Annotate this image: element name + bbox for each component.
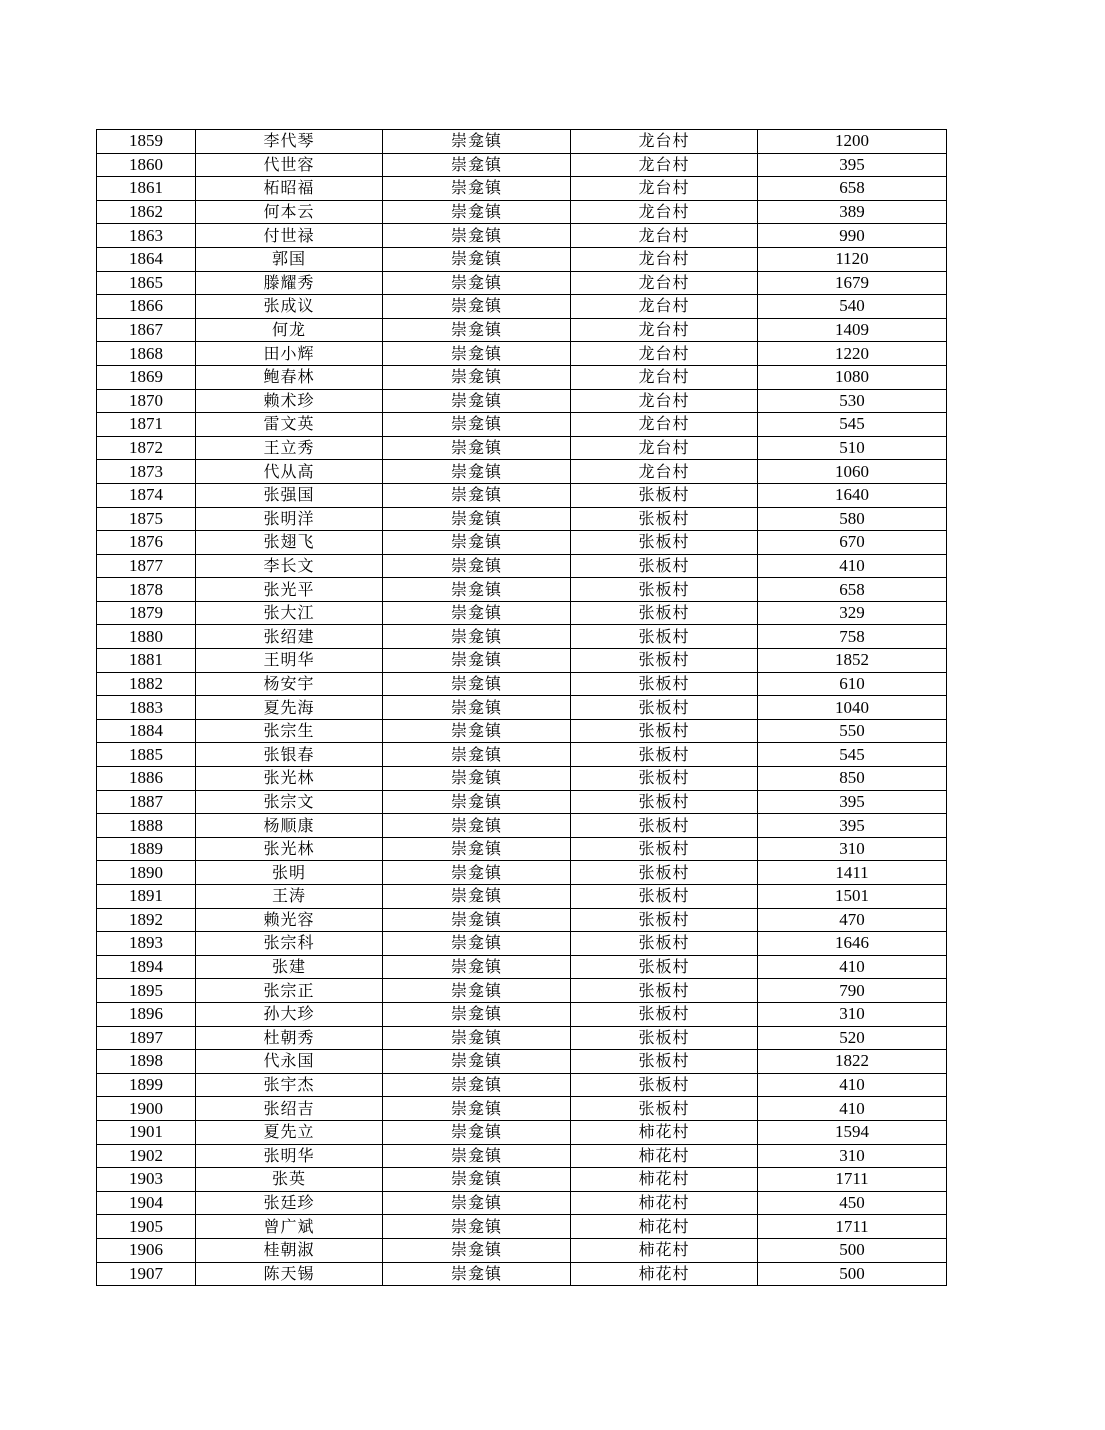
amount-cell: 1679: [758, 271, 947, 295]
town-cell: 崇龛镇: [383, 436, 571, 460]
village-cell: 张板村: [571, 1026, 758, 1050]
village-cell: 龙台村: [571, 389, 758, 413]
village-cell: 张板村: [571, 531, 758, 555]
village-cell: 柿花村: [571, 1191, 758, 1215]
name-cell: 郭国: [196, 247, 383, 271]
row-number-cell: 1878: [97, 578, 196, 602]
town-cell: 崇龛镇: [383, 554, 571, 578]
town-cell: 崇龛镇: [383, 1191, 571, 1215]
table-row: [97, 177, 947, 201]
amount-cell: 1711: [758, 1168, 947, 1192]
name-cell: 鲍春林: [196, 365, 383, 389]
town-cell: 崇龛镇: [383, 200, 571, 224]
village-cell: 张板村: [571, 1097, 758, 1121]
table-row: [97, 1262, 947, 1286]
name-cell: 夏先立: [196, 1120, 383, 1144]
table-row: [97, 955, 947, 979]
table-row: [97, 1168, 947, 1192]
village-cell: 龙台村: [571, 200, 758, 224]
amount-cell: 758: [758, 625, 947, 649]
village-cell: 张板村: [571, 554, 758, 578]
row-number-cell: 1900: [97, 1097, 196, 1121]
amount-cell: 1200: [758, 130, 947, 154]
table-row: [97, 743, 947, 767]
amount-cell: 410: [758, 955, 947, 979]
village-cell: 张板村: [571, 955, 758, 979]
town-cell: 崇龛镇: [383, 271, 571, 295]
row-number-cell: 1873: [97, 460, 196, 484]
amount-cell: 1640: [758, 483, 947, 507]
village-cell: 张板村: [571, 578, 758, 602]
village-cell: 龙台村: [571, 177, 758, 201]
row-number-cell: 1903: [97, 1168, 196, 1192]
table-row: [97, 1144, 947, 1168]
row-number-cell: 1884: [97, 719, 196, 743]
village-cell: 张板村: [571, 908, 758, 932]
table-row: [97, 837, 947, 861]
town-cell: 崇龛镇: [383, 719, 571, 743]
village-cell: 张板村: [571, 507, 758, 531]
table-row: [97, 1073, 947, 1097]
table-row: [97, 932, 947, 956]
amount-cell: 310: [758, 837, 947, 861]
records-table-body: [97, 130, 947, 1286]
row-number-cell: 1896: [97, 1002, 196, 1026]
table-row: [97, 342, 947, 366]
village-cell: 柿花村: [571, 1120, 758, 1144]
name-cell: 雷文英: [196, 413, 383, 437]
town-cell: 崇龛镇: [383, 413, 571, 437]
village-cell: 张板村: [571, 1073, 758, 1097]
row-number-cell: 1894: [97, 955, 196, 979]
table-row: [97, 389, 947, 413]
row-number-cell: 1860: [97, 153, 196, 177]
row-number-cell: 1879: [97, 601, 196, 625]
name-cell: 曾广斌: [196, 1215, 383, 1239]
table-row: [97, 696, 947, 720]
table-row: [97, 507, 947, 531]
name-cell: 田小辉: [196, 342, 383, 366]
name-cell: 张强国: [196, 483, 383, 507]
table-row: [97, 460, 947, 484]
name-cell: 赖术珍: [196, 389, 383, 413]
town-cell: 崇龛镇: [383, 955, 571, 979]
village-cell: 柿花村: [571, 1215, 758, 1239]
village-cell: 龙台村: [571, 224, 758, 248]
town-cell: 崇龛镇: [383, 342, 571, 366]
village-cell: 张板村: [571, 696, 758, 720]
name-cell: 王明华: [196, 649, 383, 673]
name-cell: 张大江: [196, 601, 383, 625]
amount-cell: 850: [758, 767, 947, 791]
name-cell: 李代琴: [196, 130, 383, 154]
amount-cell: 395: [758, 814, 947, 838]
amount-cell: 1646: [758, 932, 947, 956]
name-cell: 张宇杰: [196, 1073, 383, 1097]
town-cell: 崇龛镇: [383, 1097, 571, 1121]
table-row: [97, 1097, 947, 1121]
amount-cell: 658: [758, 578, 947, 602]
amount-cell: 470: [758, 908, 947, 932]
row-number-cell: 1869: [97, 365, 196, 389]
name-cell: 桂朝淑: [196, 1238, 383, 1262]
village-cell: 龙台村: [571, 247, 758, 271]
name-cell: 张建: [196, 955, 383, 979]
row-number-cell: 1905: [97, 1215, 196, 1239]
name-cell: 陈天锡: [196, 1262, 383, 1286]
row-number-cell: 1864: [97, 247, 196, 271]
name-cell: 代永国: [196, 1050, 383, 1074]
row-number-cell: 1889: [97, 837, 196, 861]
town-cell: 崇龛镇: [383, 1120, 571, 1144]
amount-cell: 1822: [758, 1050, 947, 1074]
amount-cell: 1594: [758, 1120, 947, 1144]
amount-cell: 395: [758, 790, 947, 814]
name-cell: 柘昭福: [196, 177, 383, 201]
village-cell: 张板村: [571, 601, 758, 625]
name-cell: 张宗科: [196, 932, 383, 956]
town-cell: 崇龛镇: [383, 885, 571, 909]
row-number-cell: 1885: [97, 743, 196, 767]
name-cell: 张银春: [196, 743, 383, 767]
table-row: [97, 153, 947, 177]
village-cell: 张板村: [571, 1050, 758, 1074]
village-cell: 龙台村: [571, 271, 758, 295]
row-number-cell: 1907: [97, 1262, 196, 1286]
row-number-cell: 1899: [97, 1073, 196, 1097]
town-cell: 崇龛镇: [383, 743, 571, 767]
name-cell: 李长文: [196, 554, 383, 578]
village-cell: 龙台村: [571, 460, 758, 484]
town-cell: 崇龛镇: [383, 1262, 571, 1286]
village-cell: 张板村: [571, 743, 758, 767]
town-cell: 崇龛镇: [383, 153, 571, 177]
amount-cell: 550: [758, 719, 947, 743]
amount-cell: 540: [758, 295, 947, 319]
row-number-cell: 1901: [97, 1120, 196, 1144]
town-cell: 崇龛镇: [383, 908, 571, 932]
town-cell: 崇龛镇: [383, 790, 571, 814]
table-row: [97, 1026, 947, 1050]
name-cell: 付世禄: [196, 224, 383, 248]
amount-cell: 1120: [758, 247, 947, 271]
amount-cell: 1040: [758, 696, 947, 720]
amount-cell: 670: [758, 531, 947, 555]
name-cell: 王涛: [196, 885, 383, 909]
village-cell: 张板村: [571, 483, 758, 507]
table-row: [97, 130, 947, 154]
town-cell: 崇龛镇: [383, 578, 571, 602]
village-cell: 龙台村: [571, 413, 758, 437]
table-row: [97, 1050, 947, 1074]
row-number-cell: 1867: [97, 318, 196, 342]
town-cell: 崇龛镇: [383, 1215, 571, 1239]
village-cell: 龙台村: [571, 318, 758, 342]
table-row: [97, 1002, 947, 1026]
table-row: [97, 200, 947, 224]
table-row: [97, 767, 947, 791]
town-cell: 崇龛镇: [383, 130, 571, 154]
table-row: [97, 1191, 947, 1215]
village-cell: 柿花村: [571, 1238, 758, 1262]
table-row: [97, 979, 947, 1003]
village-cell: 张板村: [571, 1002, 758, 1026]
row-number-cell: 1890: [97, 861, 196, 885]
village-cell: 柿花村: [571, 1144, 758, 1168]
table-row: [97, 531, 947, 555]
table-row: [97, 908, 947, 932]
name-cell: 王立秀: [196, 436, 383, 460]
row-number-cell: 1898: [97, 1050, 196, 1074]
amount-cell: 310: [758, 1144, 947, 1168]
amount-cell: 610: [758, 672, 947, 696]
row-number-cell: 1891: [97, 885, 196, 909]
name-cell: 杨安宇: [196, 672, 383, 696]
table-row: [97, 1120, 947, 1144]
village-cell: 张板村: [571, 979, 758, 1003]
row-number-cell: 1861: [97, 177, 196, 201]
village-cell: 张板村: [571, 861, 758, 885]
name-cell: 张成议: [196, 295, 383, 319]
amount-cell: 389: [758, 200, 947, 224]
name-cell: 夏先海: [196, 696, 383, 720]
village-cell: 柿花村: [571, 1168, 758, 1192]
town-cell: 崇龛镇: [383, 1073, 571, 1097]
amount-cell: 520: [758, 1026, 947, 1050]
table-row: [97, 861, 947, 885]
row-number-cell: 1876: [97, 531, 196, 555]
town-cell: 崇龛镇: [383, 365, 571, 389]
town-cell: 崇龛镇: [383, 177, 571, 201]
village-cell: 龙台村: [571, 130, 758, 154]
name-cell: 张绍吉: [196, 1097, 383, 1121]
town-cell: 崇龛镇: [383, 247, 571, 271]
amount-cell: 1080: [758, 365, 947, 389]
table-row: [97, 578, 947, 602]
table-row: [97, 224, 947, 248]
village-cell: 张板村: [571, 814, 758, 838]
town-cell: 崇龛镇: [383, 625, 571, 649]
village-cell: 龙台村: [571, 365, 758, 389]
table-row: [97, 554, 947, 578]
name-cell: 杜朝秀: [196, 1026, 383, 1050]
amount-cell: 395: [758, 153, 947, 177]
name-cell: 张绍建: [196, 625, 383, 649]
amount-cell: 580: [758, 507, 947, 531]
row-number-cell: 1868: [97, 342, 196, 366]
village-cell: 张板村: [571, 767, 758, 791]
row-number-cell: 1883: [97, 696, 196, 720]
table-row: [97, 601, 947, 625]
village-cell: 柿花村: [571, 1262, 758, 1286]
town-cell: 崇龛镇: [383, 1050, 571, 1074]
row-number-cell: 1906: [97, 1238, 196, 1262]
name-cell: 滕耀秀: [196, 271, 383, 295]
amount-cell: 1411: [758, 861, 947, 885]
village-cell: 张板村: [571, 932, 758, 956]
village-cell: 张板村: [571, 885, 758, 909]
village-cell: 龙台村: [571, 153, 758, 177]
row-number-cell: 1888: [97, 814, 196, 838]
row-number-cell: 1887: [97, 790, 196, 814]
name-cell: 代从高: [196, 460, 383, 484]
table-row: [97, 436, 947, 460]
row-number-cell: 1904: [97, 1191, 196, 1215]
town-cell: 崇龛镇: [383, 837, 571, 861]
village-cell: 龙台村: [571, 436, 758, 460]
row-number-cell: 1874: [97, 483, 196, 507]
table-row: [97, 649, 947, 673]
table-row: [97, 295, 947, 319]
amount-cell: 545: [758, 413, 947, 437]
row-number-cell: 1863: [97, 224, 196, 248]
amount-cell: 410: [758, 554, 947, 578]
name-cell: 张明: [196, 861, 383, 885]
name-cell: 张明洋: [196, 507, 383, 531]
table-row: [97, 413, 947, 437]
village-cell: 张板村: [571, 837, 758, 861]
amount-cell: 410: [758, 1073, 947, 1097]
name-cell: 何龙: [196, 318, 383, 342]
name-cell: 张宗生: [196, 719, 383, 743]
name-cell: 张宗文: [196, 790, 383, 814]
amount-cell: 1060: [758, 460, 947, 484]
amount-cell: 990: [758, 224, 947, 248]
name-cell: 张宗正: [196, 979, 383, 1003]
amount-cell: 530: [758, 389, 947, 413]
table-row: [97, 365, 947, 389]
town-cell: 崇龛镇: [383, 318, 571, 342]
row-number-cell: 1886: [97, 767, 196, 791]
name-cell: 赖光容: [196, 908, 383, 932]
town-cell: 崇龛镇: [383, 295, 571, 319]
row-number-cell: 1872: [97, 436, 196, 460]
town-cell: 崇龛镇: [383, 507, 571, 531]
table-row: [97, 271, 947, 295]
name-cell: 张明华: [196, 1144, 383, 1168]
row-number-cell: 1902: [97, 1144, 196, 1168]
name-cell: 孙大珍: [196, 1002, 383, 1026]
amount-cell: 410: [758, 1097, 947, 1121]
name-cell: 代世容: [196, 153, 383, 177]
row-number-cell: 1862: [97, 200, 196, 224]
amount-cell: 1501: [758, 885, 947, 909]
village-cell: 张板村: [571, 649, 758, 673]
amount-cell: 510: [758, 436, 947, 460]
row-number-cell: 1866: [97, 295, 196, 319]
row-number-cell: 1870: [97, 389, 196, 413]
row-number-cell: 1882: [97, 672, 196, 696]
amount-cell: 310: [758, 1002, 947, 1026]
name-cell: 张翅飞: [196, 531, 383, 555]
amount-cell: 500: [758, 1238, 947, 1262]
name-cell: 张英: [196, 1168, 383, 1192]
table-row: [97, 672, 947, 696]
town-cell: 崇龛镇: [383, 814, 571, 838]
table-row: [97, 625, 947, 649]
amount-cell: 1852: [758, 649, 947, 673]
town-cell: 崇龛镇: [383, 861, 571, 885]
village-cell: 龙台村: [571, 295, 758, 319]
row-number-cell: 1875: [97, 507, 196, 531]
town-cell: 崇龛镇: [383, 1144, 571, 1168]
name-cell: 张廷珍: [196, 1191, 383, 1215]
village-cell: 张板村: [571, 790, 758, 814]
amount-cell: 450: [758, 1191, 947, 1215]
town-cell: 崇龛镇: [383, 483, 571, 507]
row-number-cell: 1893: [97, 932, 196, 956]
town-cell: 崇龛镇: [383, 649, 571, 673]
town-cell: 崇龛镇: [383, 531, 571, 555]
village-cell: 张板村: [571, 672, 758, 696]
town-cell: 崇龛镇: [383, 696, 571, 720]
table-row: [97, 483, 947, 507]
town-cell: 崇龛镇: [383, 460, 571, 484]
town-cell: 崇龛镇: [383, 932, 571, 956]
town-cell: 崇龛镇: [383, 1026, 571, 1050]
amount-cell: 329: [758, 601, 947, 625]
name-cell: 张光林: [196, 837, 383, 861]
table-row: [97, 247, 947, 271]
row-number-cell: 1877: [97, 554, 196, 578]
village-cell: 张板村: [571, 625, 758, 649]
records-table: [96, 129, 947, 1286]
town-cell: 崇龛镇: [383, 389, 571, 413]
table-row: [97, 318, 947, 342]
name-cell: 何本云: [196, 200, 383, 224]
village-cell: 张板村: [571, 719, 758, 743]
town-cell: 崇龛镇: [383, 979, 571, 1003]
table-row: [97, 1238, 947, 1262]
row-number-cell: 1881: [97, 649, 196, 673]
table-row: [97, 719, 947, 743]
town-cell: 崇龛镇: [383, 1168, 571, 1192]
amount-cell: 545: [758, 743, 947, 767]
row-number-cell: 1897: [97, 1026, 196, 1050]
town-cell: 崇龛镇: [383, 1238, 571, 1262]
town-cell: 崇龛镇: [383, 601, 571, 625]
town-cell: 崇龛镇: [383, 767, 571, 791]
amount-cell: 1711: [758, 1215, 947, 1239]
town-cell: 崇龛镇: [383, 672, 571, 696]
name-cell: 张光平: [196, 578, 383, 602]
table-row: [97, 814, 947, 838]
town-cell: 崇龛镇: [383, 1002, 571, 1026]
amount-cell: 790: [758, 979, 947, 1003]
town-cell: 崇龛镇: [383, 224, 571, 248]
row-number-cell: 1895: [97, 979, 196, 1003]
row-number-cell: 1865: [97, 271, 196, 295]
row-number-cell: 1871: [97, 413, 196, 437]
table-row: [97, 790, 947, 814]
row-number-cell: 1880: [97, 625, 196, 649]
name-cell: 张光林: [196, 767, 383, 791]
amount-cell: 1409: [758, 318, 947, 342]
amount-cell: 1220: [758, 342, 947, 366]
table-row: [97, 1215, 947, 1239]
table-row: [97, 885, 947, 909]
row-number-cell: 1892: [97, 908, 196, 932]
amount-cell: 500: [758, 1262, 947, 1286]
village-cell: 龙台村: [571, 342, 758, 366]
amount-cell: 658: [758, 177, 947, 201]
name-cell: 杨顺康: [196, 814, 383, 838]
row-number-cell: 1859: [97, 130, 196, 154]
